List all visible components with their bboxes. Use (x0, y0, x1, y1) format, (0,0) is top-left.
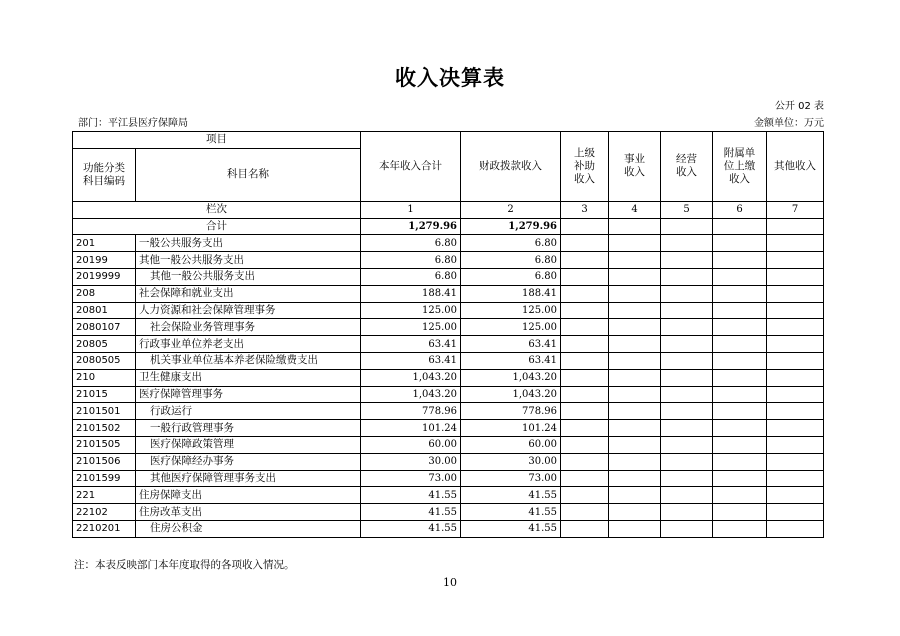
subject-code: 2080107 (73, 319, 136, 336)
empty-cell (661, 470, 713, 487)
table-row (73, 352, 824, 369)
subject-name: 住房公积金 (136, 520, 361, 537)
empty-cell (767, 487, 824, 504)
empty-cell (609, 319, 661, 336)
subject-code: 221 (73, 487, 136, 504)
total-income-value: 1,279.96 (361, 218, 461, 235)
empty-cell (561, 252, 609, 269)
fiscal-income-value: 101.24 (461, 420, 561, 437)
fiscal-income-value: 1,043.20 (461, 369, 561, 386)
header-upper: 上级 补助 收入 (561, 132, 609, 202)
empty-cell (713, 420, 767, 437)
fiscal-income-value: 60.00 (461, 436, 561, 453)
empty-cell (661, 336, 713, 353)
empty-cell (561, 369, 609, 386)
fiscal-income-value: 6.80 (461, 235, 561, 252)
empty-cell (561, 285, 609, 302)
page-title: 收入决算表 (395, 66, 505, 90)
empty-cell (713, 218, 767, 235)
empty-cell (609, 453, 661, 470)
empty-cell (609, 487, 661, 504)
empty-cell (661, 369, 713, 386)
subject-code: 2019999 (73, 268, 136, 285)
subject-code: 2101505 (73, 436, 136, 453)
total-income-value: 63.41 (361, 352, 461, 369)
total-label: 合计 (73, 218, 361, 235)
total-income-value: 73.00 (361, 470, 461, 487)
empty-cell (713, 520, 767, 537)
empty-cell (561, 218, 609, 235)
subject-name: 机关事业单位基本养老保险缴费支出 (136, 352, 361, 369)
subject-name: 医疗保障经办事务 (136, 453, 361, 470)
empty-cell (661, 218, 713, 235)
empty-cell (609, 369, 661, 386)
table-note: 注：本表反映部门本年度取得的各项收入情况。 (74, 559, 295, 571)
total-income-value: 63.41 (361, 336, 461, 353)
fiscal-income-value: 73.00 (461, 470, 561, 487)
table-row (73, 520, 824, 537)
empty-cell (609, 420, 661, 437)
header-row-1 (73, 132, 824, 149)
col-number: 1 (361, 201, 461, 218)
subject-code: 2101502 (73, 420, 136, 437)
total-income-value: 41.55 (361, 520, 461, 537)
empty-cell (713, 352, 767, 369)
empty-cell (713, 386, 767, 403)
empty-cell (609, 252, 661, 269)
empty-cell (767, 420, 824, 437)
total-income-value: 6.80 (361, 235, 461, 252)
empty-cell (561, 235, 609, 252)
table-row (73, 319, 824, 336)
empty-cell (609, 302, 661, 319)
subject-name: 医疗保障政策管理 (136, 436, 361, 453)
subject-name: 一般行政管理事务 (136, 420, 361, 437)
empty-cell (609, 352, 661, 369)
empty-cell (713, 302, 767, 319)
empty-cell (713, 504, 767, 521)
table-row (73, 470, 824, 487)
empty-cell (767, 403, 824, 420)
total-income-value: 1,043.20 (361, 369, 461, 386)
header-name: 科目名称 (136, 148, 361, 201)
empty-cell (609, 386, 661, 403)
subject-code: 20801 (73, 302, 136, 319)
header-fiscal: 财政拨款收入 (461, 132, 561, 202)
empty-cell (713, 252, 767, 269)
empty-cell (661, 319, 713, 336)
col-number: 6 (713, 201, 767, 218)
empty-cell (661, 235, 713, 252)
empty-cell (661, 403, 713, 420)
empty-cell (713, 285, 767, 302)
fiscal-income-value: 188.41 (461, 285, 561, 302)
table-row (73, 268, 824, 285)
header-other: 其他收入 (767, 132, 824, 202)
subject-code: 2101599 (73, 470, 136, 487)
header-business: 事业 收入 (609, 132, 661, 202)
table-row (73, 487, 824, 504)
col-number: 4 (609, 201, 661, 218)
income-table (72, 131, 824, 538)
empty-cell (713, 453, 767, 470)
fiscal-income-value: 30.00 (461, 453, 561, 470)
empty-cell (767, 470, 824, 487)
subject-name: 住房保障支出 (136, 487, 361, 504)
empty-cell (767, 369, 824, 386)
fiscal-income-value: 125.00 (461, 319, 561, 336)
total-income-value: 60.00 (361, 436, 461, 453)
empty-cell (713, 336, 767, 353)
empty-cell (767, 386, 824, 403)
subject-name: 其他医疗保障管理事务支出 (136, 470, 361, 487)
empty-cell (609, 403, 661, 420)
total-income-value: 41.55 (361, 504, 461, 521)
subject-name: 医疗保障管理事务 (136, 386, 361, 403)
subject-name: 其他一般公共服务支出 (136, 252, 361, 269)
table-row (73, 436, 824, 453)
empty-cell (713, 319, 767, 336)
empty-cell (561, 319, 609, 336)
amount-unit-label: 金额单位：万元 (754, 118, 824, 129)
empty-cell (561, 436, 609, 453)
empty-cell (609, 235, 661, 252)
empty-cell (661, 268, 713, 285)
table-row (73, 252, 824, 269)
empty-cell (661, 453, 713, 470)
empty-cell (561, 352, 609, 369)
empty-cell (609, 504, 661, 521)
table-row (73, 453, 824, 470)
col-number: 2 (461, 201, 561, 218)
empty-cell (767, 319, 824, 336)
subject-code: 22102 (73, 504, 136, 521)
fiscal-income-value: 6.80 (461, 252, 561, 269)
table-row (73, 403, 824, 420)
table-row (73, 235, 824, 252)
empty-cell (661, 285, 713, 302)
fiscal-income-value: 6.80 (461, 268, 561, 285)
subject-code: 20199 (73, 252, 136, 269)
empty-cell (561, 504, 609, 521)
col-number: 3 (561, 201, 609, 218)
empty-cell (661, 302, 713, 319)
empty-cell (661, 420, 713, 437)
empty-cell (713, 369, 767, 386)
empty-cell (561, 470, 609, 487)
empty-cell (609, 218, 661, 235)
column-number-row (73, 201, 824, 218)
subject-code: 201 (73, 235, 136, 252)
fiscal-income-value: 778.96 (461, 403, 561, 420)
subject-code: 208 (73, 285, 136, 302)
subject-code: 21015 (73, 386, 136, 403)
subject-code: 2210201 (73, 520, 136, 537)
table-row (73, 302, 824, 319)
empty-cell (561, 302, 609, 319)
table-row (73, 504, 824, 521)
total-row (73, 218, 824, 235)
total-income-value: 30.00 (361, 453, 461, 470)
col-label: 栏次 (73, 201, 361, 218)
empty-cell (561, 487, 609, 504)
subject-name: 行政事业单位养老支出 (136, 336, 361, 353)
subject-code: 2101506 (73, 453, 136, 470)
empty-cell (661, 352, 713, 369)
page-number: 10 (443, 576, 457, 589)
subject-name: 人力资源和社会保障管理事务 (136, 302, 361, 319)
fiscal-income-value: 125.00 (461, 302, 561, 319)
header-total-income: 本年收入合计 (361, 132, 461, 202)
fiscal-income-value: 1,043.20 (461, 386, 561, 403)
table-row (73, 420, 824, 437)
empty-cell (561, 336, 609, 353)
empty-cell (767, 268, 824, 285)
total-income-value: 125.00 (361, 319, 461, 336)
empty-cell (661, 252, 713, 269)
empty-cell (561, 268, 609, 285)
empty-cell (661, 520, 713, 537)
empty-cell (713, 403, 767, 420)
table-row (73, 369, 824, 386)
empty-cell (767, 302, 824, 319)
empty-cell (661, 386, 713, 403)
empty-cell (767, 520, 824, 537)
empty-cell (609, 470, 661, 487)
total-income-value: 6.80 (361, 252, 461, 269)
total-income-value: 778.96 (361, 403, 461, 420)
empty-cell (713, 235, 767, 252)
subject-name: 住房改革支出 (136, 504, 361, 521)
header-code: 功能分类 科目编码 (73, 148, 136, 201)
empty-cell (609, 520, 661, 537)
empty-cell (767, 252, 824, 269)
empty-cell (561, 386, 609, 403)
col-number: 5 (661, 201, 713, 218)
department-label: 部门：平江县医疗保障局 (78, 118, 188, 129)
empty-cell (661, 487, 713, 504)
empty-cell (767, 285, 824, 302)
empty-cell (713, 470, 767, 487)
empty-cell (767, 336, 824, 353)
empty-cell (661, 436, 713, 453)
fiscal-income-value: 41.55 (461, 520, 561, 537)
total-fiscal-value: 1,279.96 (461, 218, 561, 235)
empty-cell (561, 403, 609, 420)
subject-name: 社会保障和就业支出 (136, 285, 361, 302)
table-row (73, 285, 824, 302)
subject-code: 2101501 (73, 403, 136, 420)
fiscal-income-value: 41.55 (461, 504, 561, 521)
fiscal-income-value: 41.55 (461, 487, 561, 504)
empty-cell (713, 436, 767, 453)
total-income-value: 1,043.20 (361, 386, 461, 403)
header-affiliated: 附属单 位上缴 收入 (713, 132, 767, 202)
subject-code: 210 (73, 369, 136, 386)
subject-name: 行政运行 (136, 403, 361, 420)
empty-cell (609, 336, 661, 353)
fiscal-income-value: 63.41 (461, 352, 561, 369)
empty-cell (767, 453, 824, 470)
form-number: 公开 02 表 (774, 101, 824, 112)
empty-cell (767, 235, 824, 252)
table-row (73, 386, 824, 403)
col-number: 7 (767, 201, 824, 218)
empty-cell (561, 420, 609, 437)
header-operation: 经营 收入 (661, 132, 713, 202)
total-income-value: 125.00 (361, 302, 461, 319)
table-row (73, 336, 824, 353)
total-income-value: 188.41 (361, 285, 461, 302)
subject-name: 卫生健康支出 (136, 369, 361, 386)
subject-code: 2080505 (73, 352, 136, 369)
empty-cell (609, 436, 661, 453)
empty-cell (561, 453, 609, 470)
empty-cell (609, 268, 661, 285)
empty-cell (713, 268, 767, 285)
empty-cell (609, 285, 661, 302)
total-income-value: 6.80 (361, 268, 461, 285)
header-project: 项目 (73, 132, 361, 149)
empty-cell (561, 520, 609, 537)
subject-name: 社会保险业务管理事务 (136, 319, 361, 336)
empty-cell (713, 487, 767, 504)
total-income-value: 41.55 (361, 487, 461, 504)
empty-cell (767, 218, 824, 235)
fiscal-income-value: 63.41 (461, 336, 561, 353)
empty-cell (767, 436, 824, 453)
subject-code: 20805 (73, 336, 136, 353)
subject-name: 一般公共服务支出 (136, 235, 361, 252)
empty-cell (767, 352, 824, 369)
empty-cell (767, 504, 824, 521)
empty-cell (661, 504, 713, 521)
total-income-value: 101.24 (361, 420, 461, 437)
subject-name: 其他一般公共服务支出 (136, 268, 361, 285)
